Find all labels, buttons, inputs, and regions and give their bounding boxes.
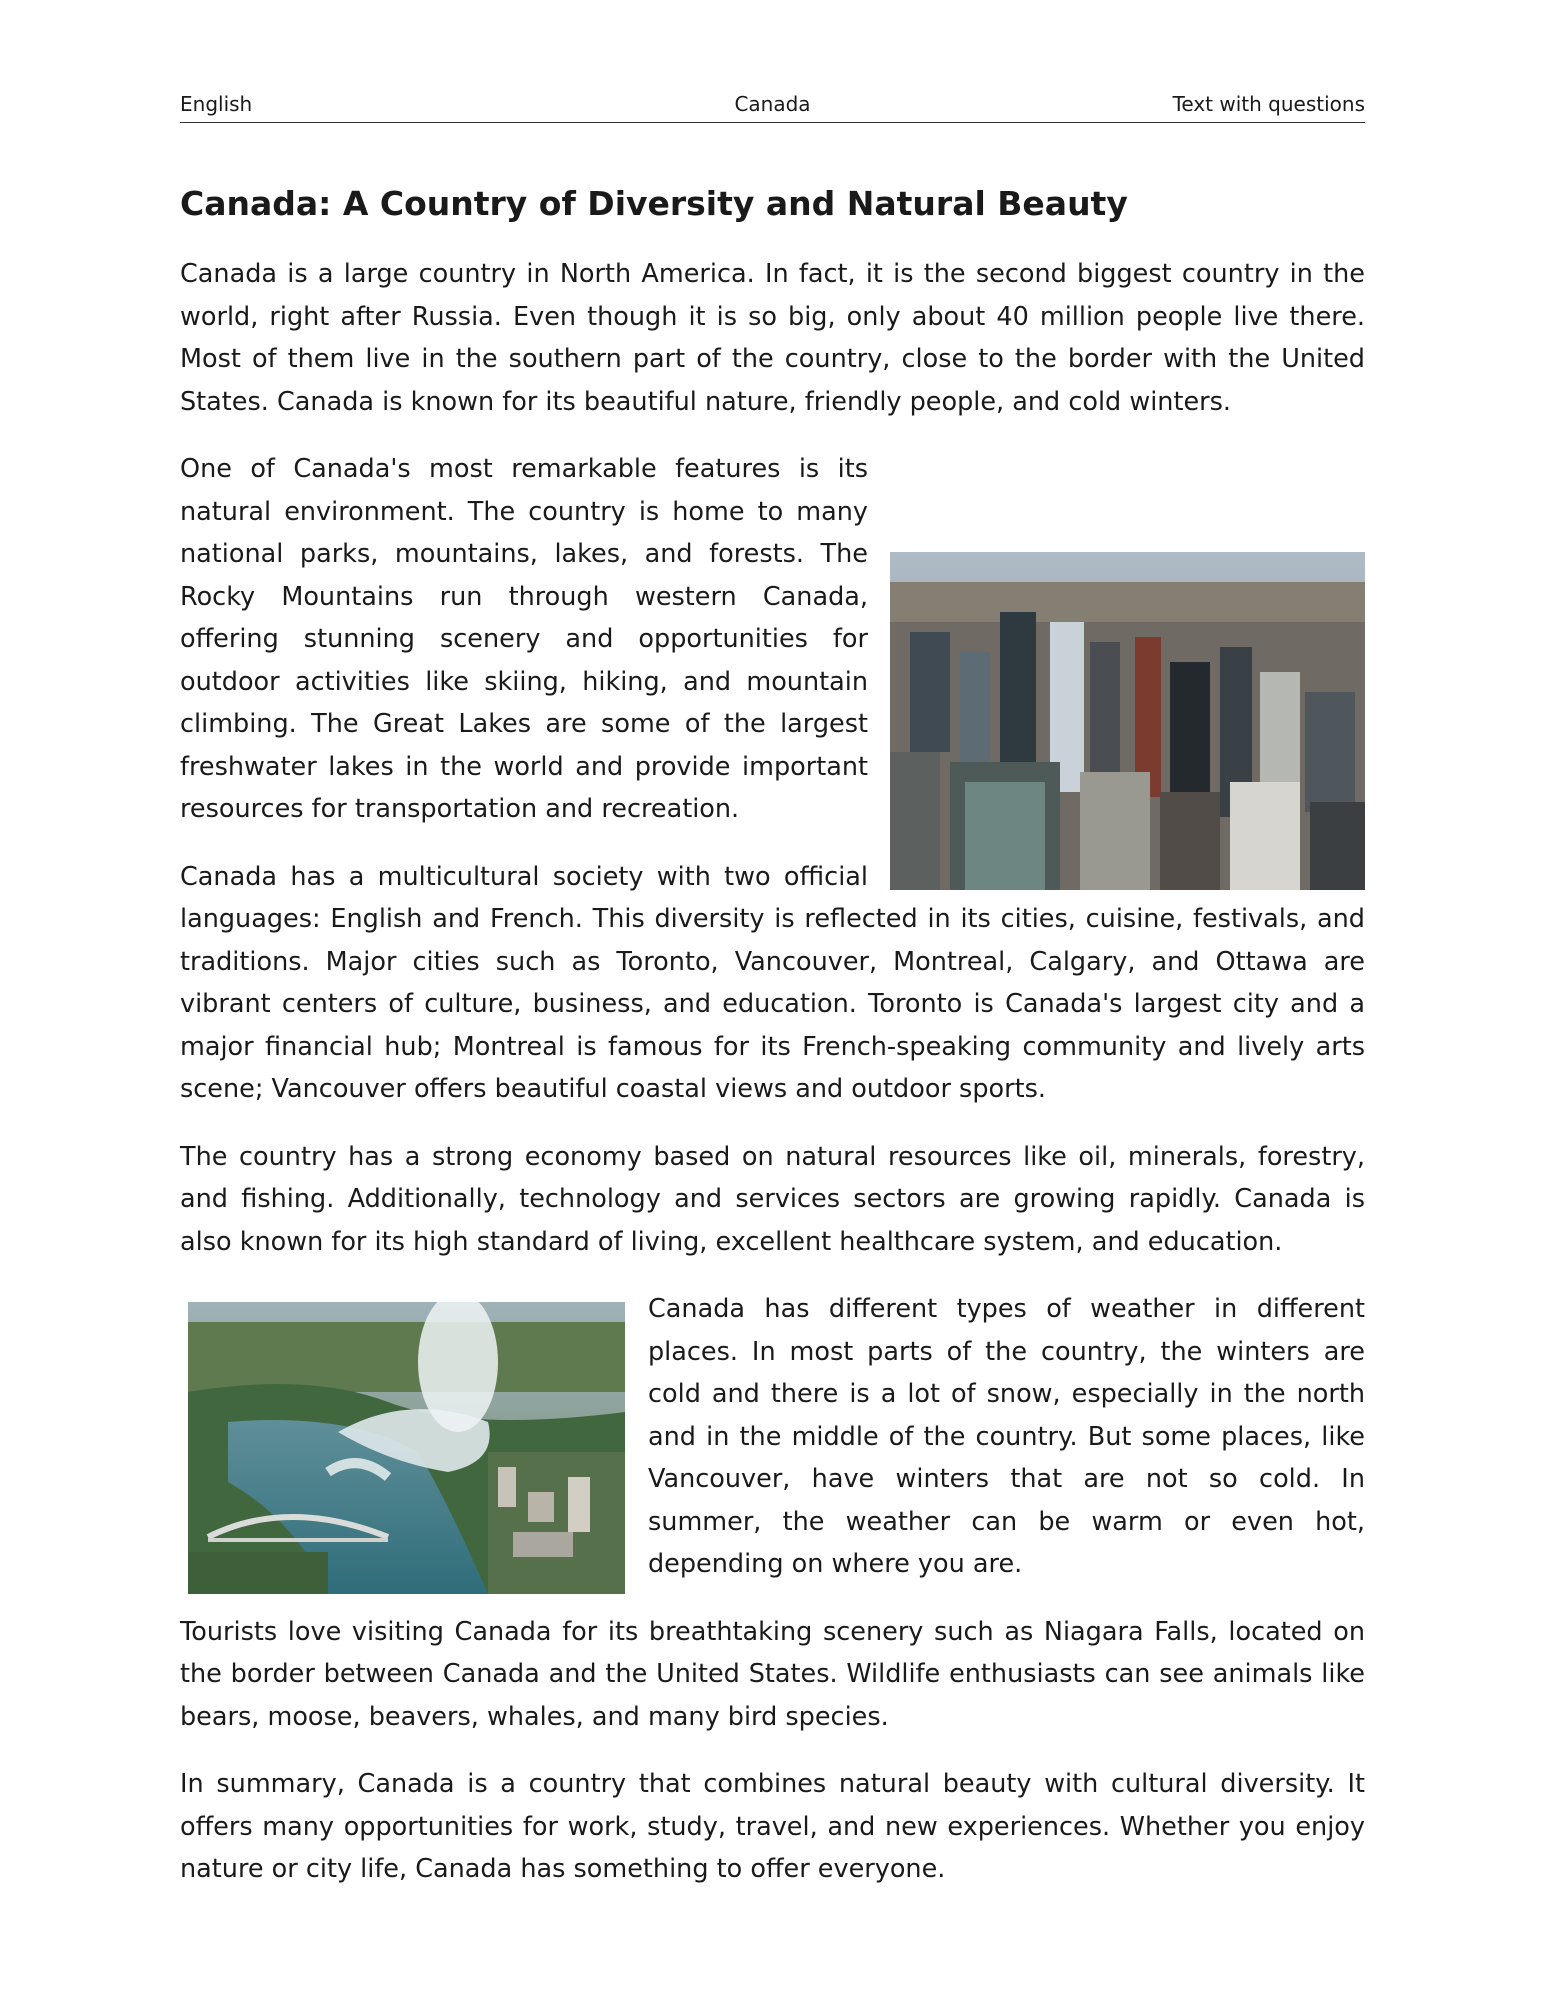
paragraph-3-text: Canada has a multicultural society with two official languages: English and French. This diversity is reflected in its cities, cuisine, festivals, and traditions. Major cities such as Toronto, Vancouver, Montreal, Calgary, and Ottawa are vibrant centers of culture, business, and education. Toronto is Canada's largest city and a major financial hub; Montreal is famous for its French-speaking community and lively arts scene; Vancouver offers beautiful coastal views and outdoor sports. [180,861,1365,1104]
paragraph-3 [180,856,1365,1111]
paragraph-5: Canada has different types of weather in different places. In most parts of the country, the winters are cold and there is a lot of snow, especially in the north and in the middle of the country. But some places, like Vancouver, have winters that are not so cold. In summer, the weather can be warm or even hot, depending on where you are. [648,1294,1365,1579]
paragraph-1: Canada is a large country in North America. In fact, it is the second biggest country in the world, right after Russia. Even though it is so big, only about 40 million people live there. Most of them live in the southern part of the country, close to the border with the United States. Canada is known for its beautiful nature, friendly people, and cold winters. [180,259,1365,417]
city-skyline-photo [890,552,1365,890]
article [180,182,1365,1916]
paragraph-2-text: One of Canada's most remarkable features is its natural environment. The country is home to many national parks, mountains, lakes, and forests. The Rocky Mountains run through western Canada, offering stunning scenery and opportunities for outdoor activities like skiing, hiking, and mountain climbing. The Great Lakes are some of the largest freshwater lakes in the world and provide important resources for transportation and recreation. [180,454,868,824]
header-topic: Canada [734,92,811,116]
header-subject: English [180,92,253,116]
paragraph-4: The country has a strong economy based on natural resources like oil, minerals, forestry, and fishing. Additionally, technology and services sectors are growing rapidly. Canada is also known for its high standard of living, excellent healthcare system, and education. [180,1141,1365,1257]
niagara-falls-photo [188,1302,625,1594]
paragraph-6: Tourists love visiting Canada for its breathtaking scenery such as Niagara Falls, located on the border between Canada and the United States. Wildlife enthusiasts can see animals like bears, moose, beavers, whales, and many bird species. [180,1616,1365,1732]
article-title: Canada: A Country of Diversity and Natural Beauty [180,184,1128,223]
paragraph-7: In summary, Canada is a country that combines natural beauty with cultural diversity. It offers many opportunities for work, study, travel, and new experiences. Whether you enjoy nature or city life, Canada has something to offer everyone. [180,1769,1365,1884]
page-header [180,92,1365,123]
header-type: Text with questions [1172,92,1365,116]
